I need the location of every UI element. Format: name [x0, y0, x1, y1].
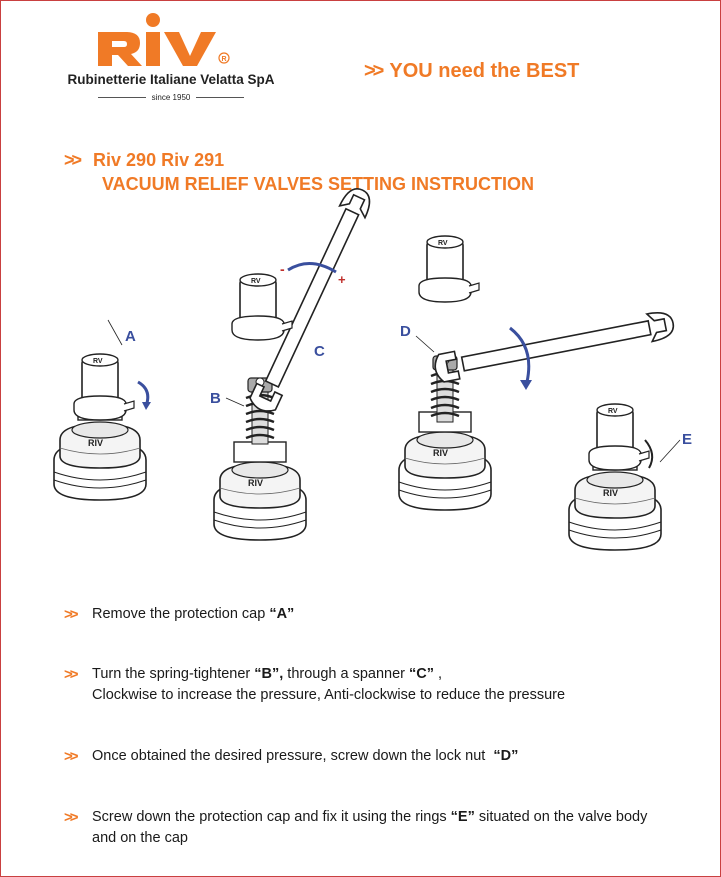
chevron-icon: >> — [64, 606, 76, 623]
label-c: C — [314, 343, 325, 360]
title-models: Riv 290 Riv 291 — [93, 150, 225, 170]
minus-sign: - — [280, 261, 285, 277]
chevron-icon: >> — [64, 809, 76, 826]
step-text-part: Clockwise to increase the pressure, Anti-clockwise to reduce the pressure — [92, 687, 566, 703]
instruction-step — [64, 664, 565, 706]
label-b: B — [210, 390, 221, 407]
plus-sign: + — [338, 272, 346, 287]
valve-figure-1 — [54, 320, 151, 500]
step-text-part: and on the cap — [92, 830, 188, 846]
step-key-label: “C” — [409, 666, 435, 682]
company-name: Rubinetterie Italiane Velatta SpA — [67, 72, 275, 87]
step-text-part: Once obtained the desired pressure, screw down the lock nut — [92, 748, 494, 764]
company-logo — [62, 6, 282, 106]
step-text — [92, 604, 294, 625]
instruction-step — [64, 807, 647, 849]
instruction-step — [64, 746, 518, 767]
title-line-1 — [64, 148, 534, 172]
valve-figure-4 — [569, 404, 661, 550]
riv-logo-mark — [96, 8, 246, 70]
step-text-part: , — [434, 666, 443, 682]
document-title — [64, 148, 534, 196]
divider-rule — [196, 97, 244, 98]
step-text-part: Remove the protection cap — [92, 606, 270, 622]
title-line-2: VACUUM RELIEF VALVES SETTING INSTRUCTION — [102, 174, 535, 194]
step-text-part: through a spanner — [283, 666, 410, 682]
divider-rule — [98, 97, 146, 98]
step-text — [92, 664, 565, 706]
label-a: A — [125, 328, 136, 345]
step-text — [92, 746, 518, 767]
step-text-part: situated on the valve body — [474, 809, 648, 825]
step-key-label: “A” — [269, 606, 295, 622]
slogan — [364, 60, 579, 83]
valve-illustration: RIV RV A - + C B D E — [40, 210, 700, 560]
svg-text:R: R — [221, 56, 227, 63]
chevron-icon: >> — [64, 748, 76, 765]
step-text — [92, 807, 647, 849]
since-line — [98, 93, 244, 102]
chevron-icon: >> — [64, 666, 76, 683]
step-text-part: Screw down the protection cap and fix it using the rings — [92, 809, 451, 825]
since-text: since 1950 — [151, 93, 191, 102]
label-d: D — [400, 323, 411, 340]
slogan-text: YOU need the BEST — [389, 60, 580, 82]
step-key-label: “E” — [450, 809, 475, 825]
chevron-icon: >> — [64, 150, 80, 170]
step-key-label: “B”, — [254, 666, 284, 682]
step-text-part: Turn the spring-tightener — [92, 666, 255, 682]
label-e: E — [682, 431, 693, 448]
instruction-step — [64, 604, 294, 625]
step-key-label: “D” — [493, 748, 519, 764]
valve-figure-2 — [214, 184, 375, 540]
chevron-icon: >> — [364, 60, 382, 82]
